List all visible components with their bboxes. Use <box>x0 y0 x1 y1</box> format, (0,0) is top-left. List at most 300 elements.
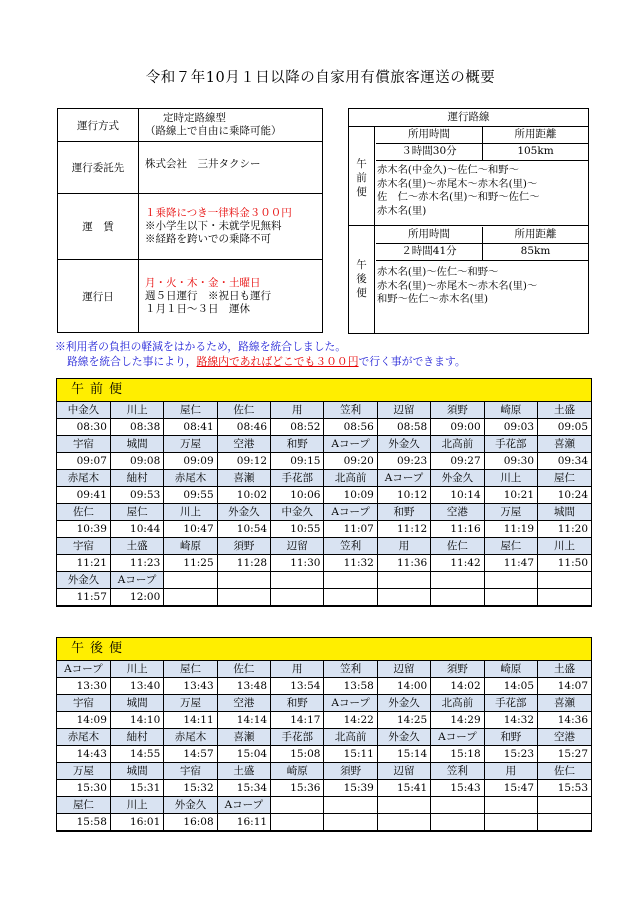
stop-name: 喜瀬 <box>217 470 270 487</box>
stop-name: 中金久 <box>57 402 110 419</box>
time-row <box>57 521 591 538</box>
info-label-contractor: 運行委託先 <box>58 142 139 194</box>
departure-time: 14:10 <box>110 712 163 729</box>
empty-cell <box>484 814 537 831</box>
divider <box>482 227 483 260</box>
afternoon-col-dist: 所用距離 <box>514 228 557 240</box>
departure-time: 14:55 <box>110 746 163 763</box>
stop-name: 土盛 <box>538 402 591 419</box>
empty-cell <box>431 797 484 814</box>
empty-cell <box>217 589 270 606</box>
departure-time: 11:42 <box>431 555 484 572</box>
departure-time: 15:39 <box>324 780 377 797</box>
route-line: 赤木名(里) <box>377 204 427 217</box>
route-line: 赤木名(里)～佐仁～和野～ <box>377 266 499 278</box>
departure-time: 13:48 <box>217 678 270 695</box>
stop-name: Aコープ <box>217 797 270 814</box>
stop-name: 佐仁 <box>431 538 484 555</box>
stop-name: 外金久 <box>377 729 430 746</box>
departure-time: 14:11 <box>164 712 217 729</box>
empty-cell <box>324 814 377 831</box>
morning-col-dist: 所用距離 <box>514 128 557 140</box>
route-line: 和野～佐仁～赤木名(里) <box>377 293 489 305</box>
departure-time: 08:58 <box>377 419 430 436</box>
stop-name: 赤尾木 <box>57 729 110 746</box>
time-row <box>57 814 591 831</box>
stop-name: Aコープ <box>324 695 377 712</box>
empty-cell <box>484 589 537 606</box>
time-row <box>57 453 591 470</box>
departure-time: 11:30 <box>271 555 324 572</box>
empty-cell <box>431 589 484 606</box>
stop-row <box>57 695 591 712</box>
stop-name: 崎原 <box>164 538 217 555</box>
departure-time: 09:05 <box>538 419 591 436</box>
time-row <box>57 589 591 606</box>
stop-name: 辺留 <box>271 538 324 555</box>
info-value-operation <box>139 109 323 142</box>
departure-time: 14:25 <box>377 712 430 729</box>
page-title: 令和７年10月１日以降の自家用有償旅客運送の概要 <box>145 70 496 86</box>
empty-cell <box>484 572 537 589</box>
stop-name: 崎原 <box>484 661 537 678</box>
route-panel <box>348 108 589 334</box>
stop-name: 屋仁 <box>110 504 163 521</box>
departure-time: 09:55 <box>164 487 217 504</box>
stop-name: 崎原 <box>484 402 537 419</box>
stop-name: 宇宿 <box>57 436 110 453</box>
time-row <box>57 419 591 436</box>
stop-name: 須野 <box>217 538 270 555</box>
empty-cell <box>377 797 430 814</box>
departure-time: 11:57 <box>57 589 110 606</box>
stop-name: 万屋 <box>57 763 110 780</box>
empty-cell <box>538 797 591 814</box>
stop-name: 川上 <box>484 470 537 487</box>
info-line: ※経路を跨いでの乗降不可 <box>145 233 271 245</box>
departure-time: 16:11 <box>217 814 270 831</box>
stop-name: 外金久 <box>57 572 110 589</box>
note-line-2 <box>67 354 466 369</box>
departure-time: 16:01 <box>110 814 163 831</box>
departure-time: 09:34 <box>538 453 591 470</box>
departure-time: 14:05 <box>484 678 537 695</box>
departure-time: 14:57 <box>164 746 217 763</box>
divider <box>349 225 588 226</box>
stop-name: 笠利 <box>324 402 377 419</box>
stop-name: 佐仁 <box>538 763 591 780</box>
morning-schedule <box>56 378 592 607</box>
stop-name: 屋仁 <box>57 797 110 814</box>
departure-time: 10:39 <box>57 521 110 538</box>
departure-time: 11:28 <box>217 555 270 572</box>
departure-time: 15:14 <box>377 746 430 763</box>
empty-cell <box>538 814 591 831</box>
info-value-days <box>139 260 323 333</box>
departure-time: 09:12 <box>217 453 270 470</box>
morning-side-text: 午前便 <box>356 158 367 198</box>
stop-row <box>57 436 591 453</box>
stop-name: 紬村 <box>110 729 163 746</box>
stop-name: 手花部 <box>484 695 537 712</box>
stop-name: 空港 <box>217 436 270 453</box>
departure-time: 15:58 <box>57 814 110 831</box>
afternoon-distance: 85km <box>520 245 551 257</box>
afternoon-side-label <box>349 226 375 333</box>
departure-time: 09:20 <box>324 453 377 470</box>
departure-time: 10:02 <box>217 487 270 504</box>
morning-distance: 105km <box>517 145 554 157</box>
stop-row <box>57 661 591 678</box>
time-row <box>57 678 591 695</box>
stop-name: 北高前 <box>431 695 484 712</box>
departure-time: 15:34 <box>217 780 270 797</box>
stop-name: 和野 <box>271 436 324 453</box>
stop-name: 赤尾木 <box>164 470 217 487</box>
stop-name: 川上 <box>110 797 163 814</box>
afternoon-route-text <box>377 266 587 307</box>
stop-row <box>57 470 591 487</box>
empty-cell <box>377 572 430 589</box>
departure-time: 11:07 <box>324 521 377 538</box>
note-text: 路線を統合した事により， <box>67 355 197 368</box>
departure-time: 11:50 <box>538 555 591 572</box>
departure-time: 10:54 <box>217 521 270 538</box>
departure-time: 15:31 <box>110 780 163 797</box>
stop-name: 外金久 <box>377 436 430 453</box>
stop-name: 辺留 <box>377 661 430 678</box>
afternoon-side-text: 午後便 <box>356 259 367 299</box>
departure-time: 10:44 <box>110 521 163 538</box>
departure-time: 14:09 <box>57 712 110 729</box>
empty-cell <box>164 589 217 606</box>
info-line: （路線上で自由に乗降可能） <box>145 125 282 137</box>
stop-name: 土盛 <box>217 763 270 780</box>
stop-name: 佐仁 <box>217 661 270 678</box>
afternoon-col-time: 所用時間 <box>408 228 450 240</box>
empty-cell <box>271 572 324 589</box>
morning-schedule-table <box>57 402 591 606</box>
stop-name: 和野 <box>377 504 430 521</box>
morning-col-time: 所用時間 <box>408 128 450 140</box>
departure-time: 10:47 <box>164 521 217 538</box>
stop-name: 中金久 <box>271 504 324 521</box>
stop-name: 用 <box>484 763 537 780</box>
stop-name: 川上 <box>110 661 163 678</box>
departure-time: 13:43 <box>164 678 217 695</box>
empty-cell <box>271 797 324 814</box>
stop-name: Aコープ <box>110 572 163 589</box>
departure-time: 14:14 <box>217 712 270 729</box>
afternoon-schedule-table <box>57 661 591 831</box>
departure-time: 15:32 <box>164 780 217 797</box>
departure-time: 08:46 <box>217 419 270 436</box>
departure-time: 10:24 <box>538 487 591 504</box>
info-line: ※小学生以下・未就学児無料 <box>145 220 282 232</box>
stop-name: 喜瀬 <box>538 695 591 712</box>
departure-time: 15:04 <box>217 746 270 763</box>
departure-time: 15:47 <box>484 780 537 797</box>
info-line: 株式会社 三井タクシー <box>145 158 261 170</box>
departure-time: 09:23 <box>377 453 430 470</box>
departure-time: 11:36 <box>377 555 430 572</box>
morning-schedule-heading: 午前便 <box>57 379 591 402</box>
empty-cell <box>217 572 270 589</box>
stop-name: 和野 <box>484 729 537 746</box>
departure-time: 15:43 <box>431 780 484 797</box>
stop-row <box>57 729 591 746</box>
stop-name: 万屋 <box>164 436 217 453</box>
info-label-days: 運行日 <box>58 260 139 333</box>
stop-name: 手花部 <box>484 436 537 453</box>
departure-time: 14:22 <box>324 712 377 729</box>
stop-name: 笠利 <box>324 661 377 678</box>
empty-cell <box>164 572 217 589</box>
stop-name: 空港 <box>217 695 270 712</box>
stop-name: 土盛 <box>538 661 591 678</box>
departure-time: 13:58 <box>324 678 377 695</box>
departure-time: 11:25 <box>164 555 217 572</box>
departure-time: 16:08 <box>164 814 217 831</box>
departure-time: 09:09 <box>164 453 217 470</box>
stop-name: 辺留 <box>377 402 430 419</box>
departure-time: 15:08 <box>271 746 324 763</box>
departure-time: 14:43 <box>57 746 110 763</box>
route-line: 赤木名(里)～赤尾木～赤木名(里)～ <box>377 177 538 190</box>
afternoon-time: ２時間41分 <box>401 245 457 257</box>
afternoon-schedule-heading: 午後便 <box>57 638 591 661</box>
stop-name: 川上 <box>164 504 217 521</box>
info-label-fare: 運 賃 <box>58 194 139 260</box>
empty-cell <box>271 814 324 831</box>
departure-time: 11:23 <box>110 555 163 572</box>
stop-name: 屋仁 <box>538 470 591 487</box>
empty-cell <box>324 572 377 589</box>
route-header: 運行路線 <box>349 109 588 127</box>
note-line-1: ※利用者の負担の軽減をはかるため，路線を統合しました。 <box>55 340 347 353</box>
departure-time: 15:23 <box>484 746 537 763</box>
afternoon-schedule <box>56 637 592 832</box>
stop-name: 北高前 <box>431 436 484 453</box>
empty-cell <box>538 589 591 606</box>
departure-time: 11:12 <box>377 521 430 538</box>
departure-time: 08:41 <box>164 419 217 436</box>
stop-name: Aコープ <box>57 661 110 678</box>
empty-cell <box>377 814 430 831</box>
departure-time: 09:07 <box>57 453 110 470</box>
stop-name: 北高前 <box>324 729 377 746</box>
departure-time: 11:16 <box>431 521 484 538</box>
stop-name: Aコープ <box>431 729 484 746</box>
stop-name: 土盛 <box>110 538 163 555</box>
stop-name: 佐仁 <box>57 504 110 521</box>
stop-name: 屋仁 <box>164 661 217 678</box>
info-line: 週５日運行 ※祝日も運行 <box>145 289 271 302</box>
stop-name: 和野 <box>271 695 324 712</box>
morning-side-label <box>349 127 375 225</box>
stop-name: 辺留 <box>377 763 430 780</box>
stop-name: 喜瀬 <box>217 729 270 746</box>
stop-row <box>57 572 591 589</box>
stop-name: 用 <box>377 538 430 555</box>
empty-cell <box>271 589 324 606</box>
time-row <box>57 555 591 572</box>
stop-name: 手花部 <box>271 729 324 746</box>
morning-route-text <box>377 164 587 218</box>
stop-name: 川上 <box>538 538 591 555</box>
departure-time: 10:14 <box>431 487 484 504</box>
stop-name: 万屋 <box>164 695 217 712</box>
stop-name: Aコープ <box>324 504 377 521</box>
departure-time: 14:32 <box>484 712 537 729</box>
departure-time: 15:41 <box>377 780 430 797</box>
stop-name: 用 <box>271 402 324 419</box>
departure-time: 11:47 <box>484 555 537 572</box>
note-highlight: 路線内であればどこでも３００円 <box>196 355 359 368</box>
info-value-contractor <box>139 142 323 194</box>
stop-name: 外金久 <box>377 695 430 712</box>
empty-cell <box>431 814 484 831</box>
departure-time: 08:38 <box>110 419 163 436</box>
time-row <box>57 487 591 504</box>
departure-time: 15:11 <box>324 746 377 763</box>
stop-name: 須野 <box>431 661 484 678</box>
divider <box>376 260 588 261</box>
empty-cell <box>431 572 484 589</box>
time-row <box>57 746 591 763</box>
departure-time: 10:21 <box>484 487 537 504</box>
stop-name: Aコープ <box>377 470 430 487</box>
stop-name: 手花部 <box>271 470 324 487</box>
departure-time: 15:30 <box>57 780 110 797</box>
info-line: 月・火・木・金・土曜日 <box>145 276 261 289</box>
departure-time: 14:07 <box>538 678 591 695</box>
stop-name: 笠利 <box>324 538 377 555</box>
note-text: で行く事ができます。 <box>358 355 466 368</box>
departure-time: 09:53 <box>110 487 163 504</box>
stop-row <box>57 797 591 814</box>
route-line: 赤木名(里)～赤尾木～赤木名(里)～ <box>377 279 538 292</box>
stop-name: 崎原 <box>271 763 324 780</box>
info-line: 定時定路線型 <box>163 112 226 124</box>
stop-name: 赤尾木 <box>57 470 110 487</box>
departure-time: 11:20 <box>538 521 591 538</box>
stop-name: 宇宿 <box>57 538 110 555</box>
departure-time: 11:19 <box>484 521 537 538</box>
stop-name: Aコープ <box>324 436 377 453</box>
stop-name: 空港 <box>538 729 591 746</box>
empty-cell <box>484 797 537 814</box>
departure-time: 08:56 <box>324 419 377 436</box>
stop-name: 喜瀬 <box>538 436 591 453</box>
time-row <box>57 712 591 729</box>
departure-time: 09:41 <box>57 487 110 504</box>
stop-row <box>57 402 591 419</box>
departure-time: 14:00 <box>377 678 430 695</box>
departure-time: 09:00 <box>431 419 484 436</box>
divider <box>376 160 588 161</box>
stop-name: 城間 <box>538 504 591 521</box>
stop-name: 用 <box>271 661 324 678</box>
departure-time: 13:30 <box>57 678 110 695</box>
stop-name: 城間 <box>110 436 163 453</box>
departure-time: 10:55 <box>271 521 324 538</box>
departure-time: 15:18 <box>431 746 484 763</box>
departure-time: 10:09 <box>324 487 377 504</box>
departure-time: 14:17 <box>271 712 324 729</box>
departure-time: 08:30 <box>57 419 110 436</box>
stop-name: 外金久 <box>164 797 217 814</box>
empty-cell <box>324 797 377 814</box>
stop-name: 城間 <box>110 695 163 712</box>
service-info-table <box>57 108 323 333</box>
departure-time: 10:06 <box>271 487 324 504</box>
stop-name: 万屋 <box>484 504 537 521</box>
time-row <box>57 780 591 797</box>
empty-cell <box>538 572 591 589</box>
route-line: 赤木名(中金久)～佐仁～和野～ <box>377 164 519 176</box>
stop-name: 空港 <box>431 504 484 521</box>
stop-name: 佐仁 <box>217 402 270 419</box>
departure-time: 13:54 <box>271 678 324 695</box>
morning-time: ３時間30分 <box>401 145 457 157</box>
departure-time: 15:27 <box>538 746 591 763</box>
departure-time: 08:52 <box>271 419 324 436</box>
stop-name: 宇宿 <box>57 695 110 712</box>
departure-time: 13:40 <box>110 678 163 695</box>
departure-time: 09:03 <box>484 419 537 436</box>
stop-name: 川上 <box>110 402 163 419</box>
info-value-fare <box>139 194 323 260</box>
departure-time: 14:29 <box>431 712 484 729</box>
departure-time: 15:36 <box>271 780 324 797</box>
stop-name: 外金久 <box>431 470 484 487</box>
stop-name: 宇宿 <box>164 763 217 780</box>
stop-row <box>57 504 591 521</box>
departure-time: 11:21 <box>57 555 110 572</box>
divider <box>482 127 483 160</box>
departure-time: 14:02 <box>431 678 484 695</box>
stop-row <box>57 538 591 555</box>
info-line: １月１日～３日 運休 <box>145 302 250 315</box>
info-label-operation: 運行方式 <box>58 109 139 142</box>
stop-name: 屋仁 <box>164 402 217 419</box>
stop-row <box>57 763 591 780</box>
stop-name: 外金久 <box>217 504 270 521</box>
info-line: １乗降につき一律料金３００円 <box>145 207 292 219</box>
stop-name: 須野 <box>324 763 377 780</box>
empty-cell <box>377 589 430 606</box>
departure-time: 15:53 <box>538 780 591 797</box>
departure-time: 09:08 <box>110 453 163 470</box>
departure-time: 14:36 <box>538 712 591 729</box>
stop-name: 紬村 <box>110 470 163 487</box>
stop-name: 須野 <box>431 402 484 419</box>
empty-cell <box>324 589 377 606</box>
stop-name: 赤尾木 <box>164 729 217 746</box>
departure-time: 09:30 <box>484 453 537 470</box>
stop-name: 笠利 <box>431 763 484 780</box>
departure-time: 09:15 <box>271 453 324 470</box>
stop-name: 屋仁 <box>484 538 537 555</box>
route-line: 佐 仁～赤木名(里)～和野～佐仁～ <box>377 191 540 203</box>
departure-time: 11:32 <box>324 555 377 572</box>
stop-name: 北高前 <box>324 470 377 487</box>
departure-time: 12:00 <box>110 589 163 606</box>
departure-time: 10:12 <box>377 487 430 504</box>
stop-name: 城間 <box>110 763 163 780</box>
departure-time: 09:27 <box>431 453 484 470</box>
